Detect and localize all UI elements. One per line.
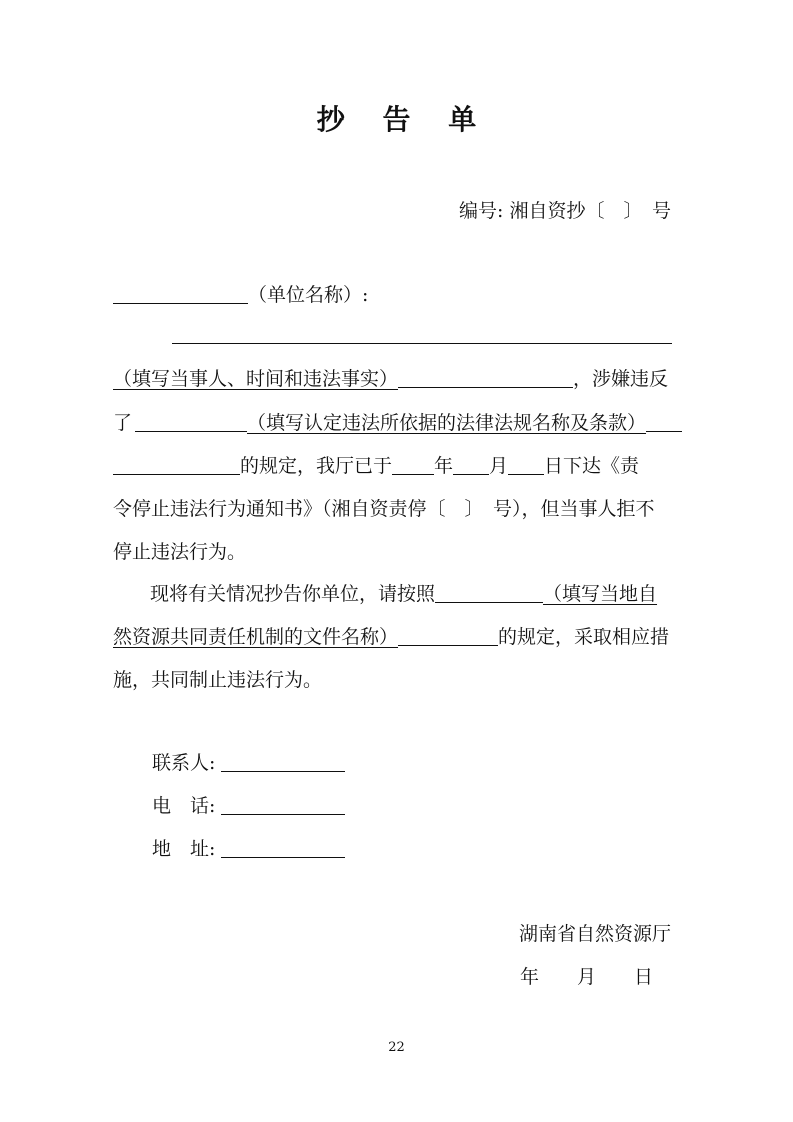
le-prefix: 了 [113, 412, 133, 434]
para2-text: 现将有关情况抄告你单位，请按照 [150, 583, 436, 605]
address-label: 地 址: [152, 838, 216, 860]
law-blank-lead[interactable] [135, 411, 247, 432]
contact-field[interactable] [221, 751, 345, 772]
date-issue-line [113, 453, 639, 479]
para1-line4: 令停止违法行为通知书》（湘自资责停〔 〕 号），但当事人拒不 [113, 498, 655, 520]
fact-blank-line[interactable] [172, 343, 672, 344]
mechanism-hint-start: （填写当地自 [543, 583, 658, 605]
issue-text: 的规定，我厅已于 [240, 455, 393, 477]
mechanism-blank-lead[interactable] [435, 582, 543, 603]
phone-label: 电 话: [152, 795, 216, 817]
phone-field[interactable] [221, 794, 345, 815]
recipient-suffix: （单位名称）: [248, 284, 369, 306]
signature-date: 年 月 日 [519, 966, 653, 988]
para1-line5: 停止违法行为。 [113, 541, 247, 563]
contact-label: 联系人: [152, 752, 216, 774]
document-number: 编号: 湘自资抄〔 〕 号 [459, 200, 671, 222]
month-blank[interactable] [453, 454, 489, 475]
day-label-text: 日下达《责 [544, 455, 640, 477]
month-label: 月 [489, 455, 509, 477]
para2-line1 [150, 581, 657, 607]
law-hint: （填写认定违法所依据的法律法规名称及条款） [247, 412, 647, 434]
para2-tail: 的规定，采取相应措 [498, 626, 670, 648]
fact-line [113, 366, 668, 392]
year-blank[interactable] [392, 454, 434, 475]
para2-line2 [113, 624, 669, 650]
page-number: 22 [388, 1040, 405, 1055]
para2-line3: 施，共同制止违法行为。 [113, 669, 323, 691]
address-field[interactable] [221, 837, 345, 858]
contact-row [152, 750, 345, 776]
mechanism-hint-end: 然资源共同责任机制的文件名称） [113, 626, 399, 648]
law-line [113, 410, 682, 436]
fact-hint: （填写当事人、时间和违法事实） [113, 368, 399, 390]
mechanism-blank-tail[interactable] [398, 625, 498, 646]
phone-row [152, 793, 345, 819]
issuer: 湖南省自然资源厅 [518, 923, 671, 945]
law-blank-tail[interactable] [646, 411, 682, 432]
recipient-line [113, 282, 368, 308]
recipient-blank[interactable] [113, 283, 248, 304]
document-title: 抄 告 单 [316, 103, 491, 136]
address-row [152, 836, 345, 862]
law-blank-continued[interactable] [113, 454, 240, 475]
year-label: 年 [434, 455, 454, 477]
suspect-text: ，涉嫌违反 [573, 368, 669, 390]
day-blank[interactable] [508, 454, 544, 475]
fact-blank[interactable] [398, 367, 573, 388]
